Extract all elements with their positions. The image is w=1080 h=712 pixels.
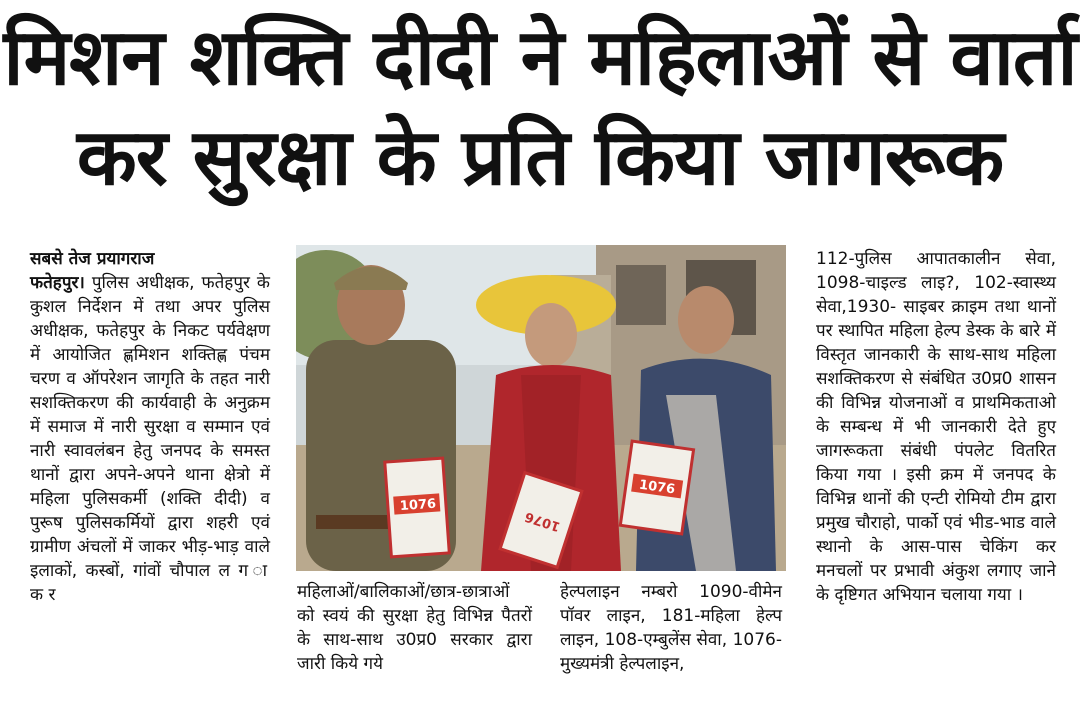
news-photo [296, 245, 786, 571]
column-2a-text: महिलाओं/बालिकाओं/छात्र-छात्राओं को स्वयं की सुरक्षा हेतु विभिन्न पैतरों के साथ-साथ उ0प्र0 सरकार द्वारा जारी किये गये [297, 582, 532, 674]
dateline: सबसे तेज प्रयागराज [30, 249, 155, 269]
article-column-2a [297, 580, 532, 676]
article-column-2b [560, 580, 782, 676]
headline-line-1: मिशन शक्ति दीदी ने महिलाओं से वार्ता [3, 13, 1077, 103]
article-column-1 [30, 247, 270, 607]
pamphlet-number-middle: 1076 [523, 508, 563, 534]
place-name: फतेहपुर। [30, 273, 85, 293]
pamphlet-right [620, 441, 693, 534]
pamphlet-left [385, 458, 449, 557]
headline [0, 8, 1080, 208]
article-paragraph-1 [30, 271, 270, 607]
column-1-text: पुलिस अधीक्षक, फतेहपुर के कुशल निर्देशन में तथा अपर पुलिस अधीक्षक, फतेहपुर के निकट पर्यवेक्षण में आयोजित ह्णमिशन शक्तिह्ण पंचम चरण व ऑपरेशन जागृति के तहत नारी सशक्तिकरण की कार्यवाही के अनुक्रम में समाज में नारी सुरक्षा व सम्मान एवं नारी स्वावलंबन हेतु जनपद के समस्त थानों द्वारा अपने-अपने थाना क्षेत्रो में महिला पुलिसकर्मी (शक्ति दीदी) व पुरूष पुलिसकर्मियों द्वारा शहरी एवं ग्रामीण अंचलों में जाकर भीड़-भाड़ वाले इलाकों, कस्बों, गांवों चौपाल ल ग ा क र [30, 273, 270, 605]
column-2b-text: हेल्पलाइन नम्बरो 1090-वीमेन पॉवर लाइन, 181-महिला हेल्प लाइन, 108-एम्बुलेंस सेवा, 1076-मुख्यमंत्री हेल्पलाइन, [560, 582, 782, 674]
column-3-text: 112-पुलिस आपातकालीन सेवा, 1098-चाइल्ड लाइ?, 102-स्वास्थ्य सेवा,1930- साइबर क्राइम तथा थानों पर स्थापित महिला हेल्प डेस्क के बारे में विस्तृत जानकारी के साथ-साथ महिला सशक्तिकरण से संबंधित उ0प्र0 शासन की विभिन्न योजनाओं व प्राथमिकताओ के सम्बन्ध में भी जानकारी देते हुए जागरूकता संबंधी पंपलेट वितरित किया गया । इसी क्रम में जनपद के विभिन्न थानों की एन्टी रोमियो टीम द्वारा प्रमुख चौराहो, पार्को एवं भीड-भाड वाले स्थानो के आस-पास चेकिंग कर मनचलों पर प्रभावी अंकुश लगाए जाने के दृष्टिगत अभियान चलाया गया । [816, 249, 1056, 605]
pamphlet-number-right: 1076 [638, 477, 676, 498]
article-column-3 [816, 247, 1056, 607]
pamphlet-number-left: 1076 [399, 496, 437, 515]
headline-line-2: कर सुरक्षा के प्रति किया जागरूक [76, 113, 1004, 203]
photo-illustration [296, 245, 786, 571]
